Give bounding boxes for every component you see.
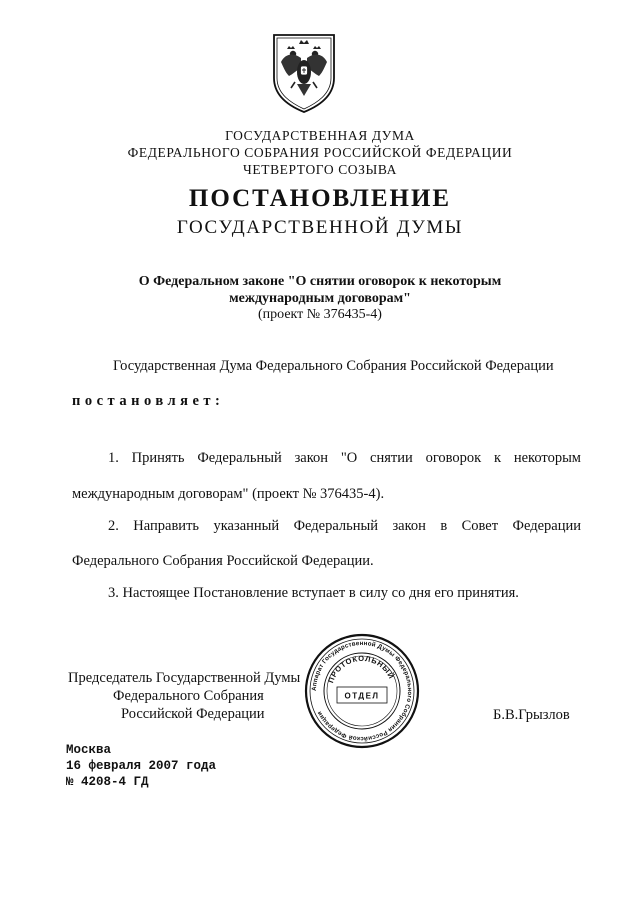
- item3-paragraph: 3. Настоящее Постановление вступает в силу со дня его принятия.: [108, 585, 519, 601]
- law-title-line2: международным договорам": [229, 291, 411, 306]
- item1-line2: международным договорам" (проект № 376435-4).: [72, 486, 385, 502]
- footer-city: Москва: [66, 743, 112, 757]
- stamp-center-text: ОТДЕЛ: [344, 691, 380, 701]
- item1-line1: 1. Принять Федеральный закон "О снятии оговорок к некоторым: [108, 450, 581, 466]
- intro-paragraph: Государственная Дума Федерального Собрания Российской Федерации: [113, 358, 554, 374]
- signatory-title-line3: Российской Федерации: [121, 706, 265, 722]
- signatory-title-line1: Председатель Государственной Думы: [68, 670, 301, 686]
- resolves-word: постановляет:: [72, 393, 225, 409]
- svg-text:ПРОТОКОЛЬНЫЙ: [326, 654, 396, 684]
- signatory-name: Б.В.Грызлов: [493, 707, 570, 723]
- org-name-line1: ГОСУДАРСТВЕННАЯ ДУМА: [225, 128, 415, 143]
- law-project-number: (проект № 376435-4): [258, 307, 382, 322]
- org-name-line3: ЧЕТВЕРТОГО СОЗЫВА: [243, 162, 397, 177]
- official-round-stamp: [303, 632, 421, 750]
- stamp-inner-text: ПРОТОКОЛЬНЫЙ: [326, 653, 397, 685]
- stamp-outer-text: Аппарат Государственной Думы Федерального Собрания Российской Федерации: [310, 639, 414, 743]
- coat-of-arms-emblem: [271, 32, 337, 114]
- signatory-title-line2: Федерального Собрания: [113, 688, 264, 704]
- item2-line2: Федерального Собрания Российской Федерации.: [72, 553, 374, 569]
- law-title-line1: О Федеральном законе "О снятии оговорок к некоторым: [138, 274, 502, 289]
- footer-doc-number: № 4208-4 ГД: [66, 775, 149, 789]
- document-title: ПОСТАНОВЛЕНИЕ: [188, 185, 452, 212]
- document-subtitle: ГОСУДАРСТВЕННОЙ ДУМЫ: [176, 217, 464, 238]
- footer-date: 16 февраля 2007 года: [66, 759, 217, 773]
- org-name-line2: ФЕДЕРАЛЬНОГО СОБРАНИЯ РОССИЙСКОЙ ФЕДЕРАЦИИ: [127, 145, 513, 160]
- item2-line1: 2. Направить указанный Федеральный закон в Совет Федерации: [108, 518, 581, 534]
